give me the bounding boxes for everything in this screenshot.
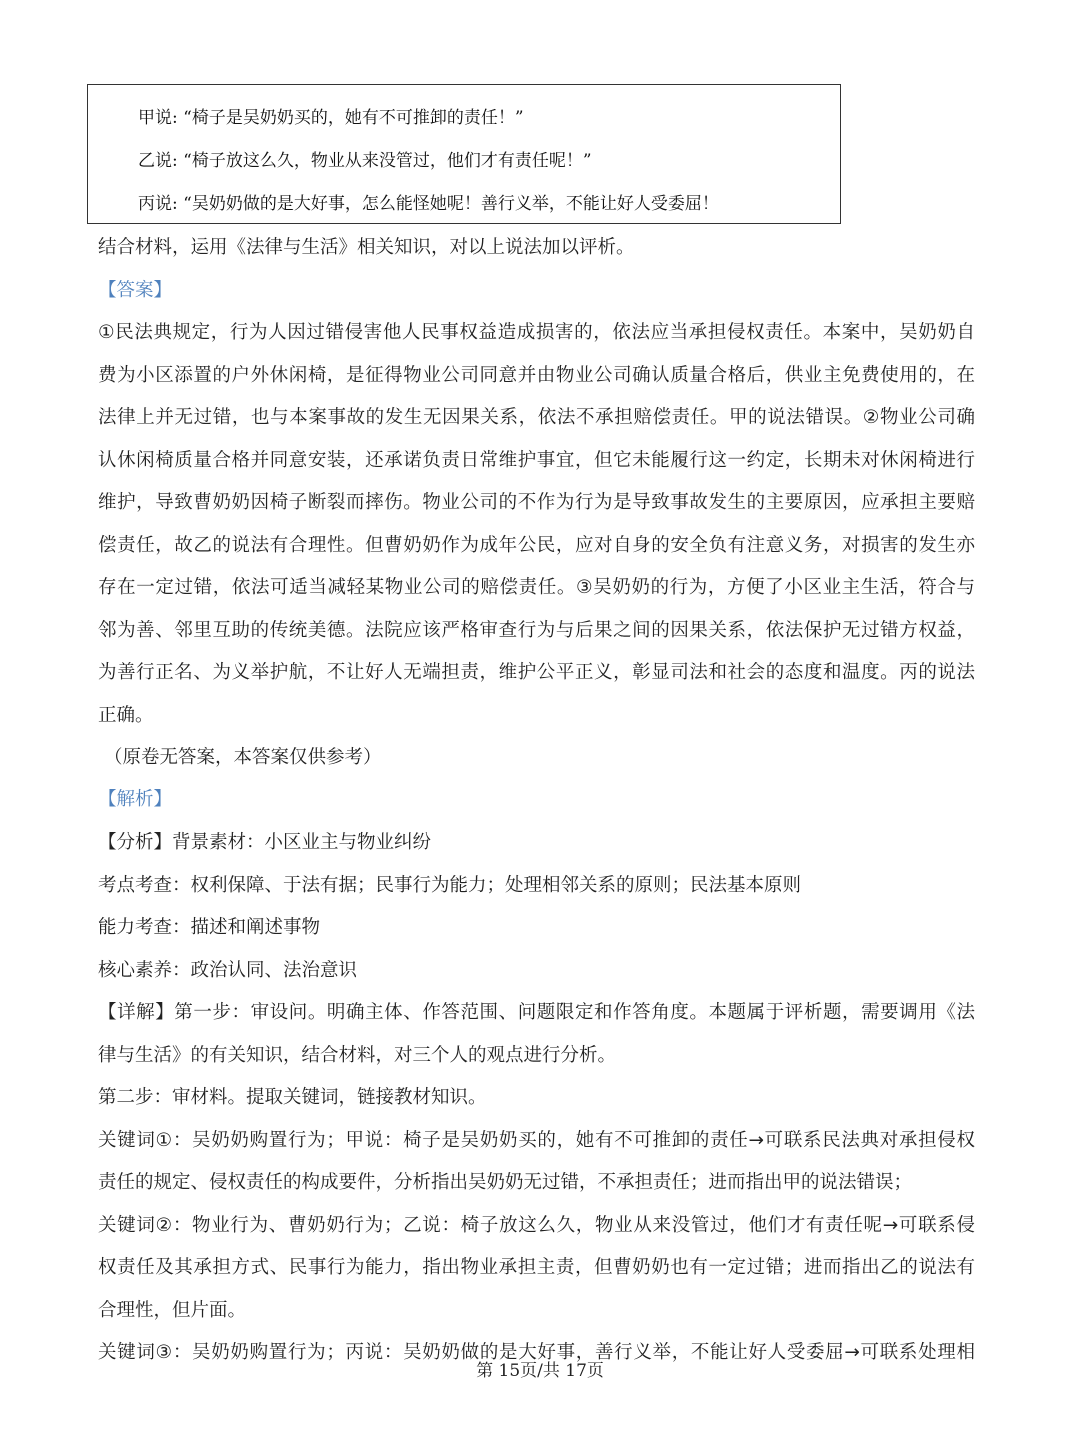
text-line: 关键词①：吴奶奶购置行为；甲说：椅子是吴奶奶买的，她有不可推卸的责任→可联系民法典对承担侵权	[98, 1129, 975, 1151]
text-line: 关键词②：物业行为、曹奶奶行为；乙说：椅子放这么久，物业从来没管过，他们才有责任呢→可联系侵	[98, 1214, 975, 1236]
text-line: 偿责任，故乙的说法有合理性。但曹奶奶作为成年公民，应对自身的安全负有注意义务，对损害的发生亦	[98, 534, 975, 556]
quote-jia	[138, 103, 524, 128]
text-line: 费为小区添置的户外休闲椅，是征得物业公司同意并由物业公司确认质量合格后，供业主免费使用的，在	[98, 364, 975, 386]
text-line: 合理性，但片面。	[98, 1299, 247, 1321]
text-line: 责任的规定、侵权责任的构成要件，分析指出吴奶奶无过错，不承担责任；进而指出甲的说法错误；	[98, 1172, 913, 1193]
text-line: 律与生活》的有关知识，结合材料，对三个人的观点进行分析。	[98, 1044, 617, 1066]
text-line: 法律上并无过错，也与本案事故的发生无因果关系，依法不承担赔偿责任。甲的说法错误。②物业公司确	[98, 407, 975, 428]
quote-text: “椅子放这么久，物业从来没管过，他们才有责任呢！”	[183, 151, 592, 171]
text-line: 权责任及其承担方式、民事行为能力，指出物业承担主责，但曹奶奶也有一定过错；进而指出乙的说法有	[98, 1257, 975, 1278]
text-line: 为善行正名、为义举护航，不让好人无端担责，维护公平正义，彰显司法和社会的态度和温度。丙的说法	[98, 662, 975, 683]
text-line: ①民法典规定，行为人因过错侵害他人民事权益造成损害的，依法应当承担侵权责任。本案中，吴奶奶自	[98, 322, 975, 343]
speaker: 丙说:	[138, 194, 178, 214]
quote-bing	[138, 189, 719, 214]
speaker: 乙说:	[138, 151, 178, 171]
question-text: 结合材料，运用《法律与生活》相关知识，对以上说法加以评析。	[98, 237, 635, 258]
text-line: 正确。	[98, 704, 154, 726]
analysis-label: 【解析】	[98, 789, 173, 810]
answer-note: （原卷无答案，本答案仅供参考）	[104, 747, 382, 768]
text-line: 【详解】第一步：审设问。明确主体、作答范围、问题限定和作答角度。本题属于评析题，需要调用《法	[98, 1002, 975, 1023]
text-line: 邻为善、邻里互助的传统美德。法院应该严格审查行为与后果之间的因果关系，依法保护无过错方权益，	[98, 619, 975, 641]
text-line: 关键词③：吴奶奶购置行为；丙说：吴奶奶做的是大好事，善行义举，不能让好人受委屈→可联系处理相	[98, 1342, 975, 1363]
text-line: 第二步：审材料。提取关键词，链接教材知识。	[98, 1087, 487, 1108]
text-line: 维护，导致曹奶奶因椅子断裂而摔伤。物业公司的不作为行为是导致事故发生的主要原因，应承担主要赔	[98, 492, 975, 513]
quote-yi	[138, 146, 592, 171]
text-line: 认休闲椅质量合格并同意安装，还承诺负责日常维护事宜，但它未能履行这一约定，长期未对休闲椅进行	[98, 449, 975, 471]
quote-text: “吴奶奶做的是大好事，怎么能怪她呢！善行义举，不能让好人受委屈！	[183, 194, 719, 214]
speaker: 甲说:	[138, 108, 178, 128]
page-footer: 第 15页/共 17页	[476, 1361, 604, 1381]
answer-label: 【答案】	[98, 280, 173, 301]
text-line: 【分析】背景素材：小区业主与物业纠纷	[98, 832, 432, 853]
quote-box	[87, 84, 841, 224]
quote-text: “椅子是吴奶奶买的，她有不可推卸的责任！”	[183, 108, 524, 128]
text-line: 能力考查：描述和阐述事物	[98, 917, 321, 938]
text-line: 考点考查：权利保障、于法有据；民事行为能力；处理相邻关系的原则；民法基本原则	[98, 874, 802, 896]
text-line: 存在一定过错，依法可适当减轻某物业公司的赔偿责任。③吴奶奶的行为，方便了小区业主生活，符合与	[98, 577, 975, 598]
text-line: 核心素养：政治认同、法治意识	[98, 959, 358, 981]
